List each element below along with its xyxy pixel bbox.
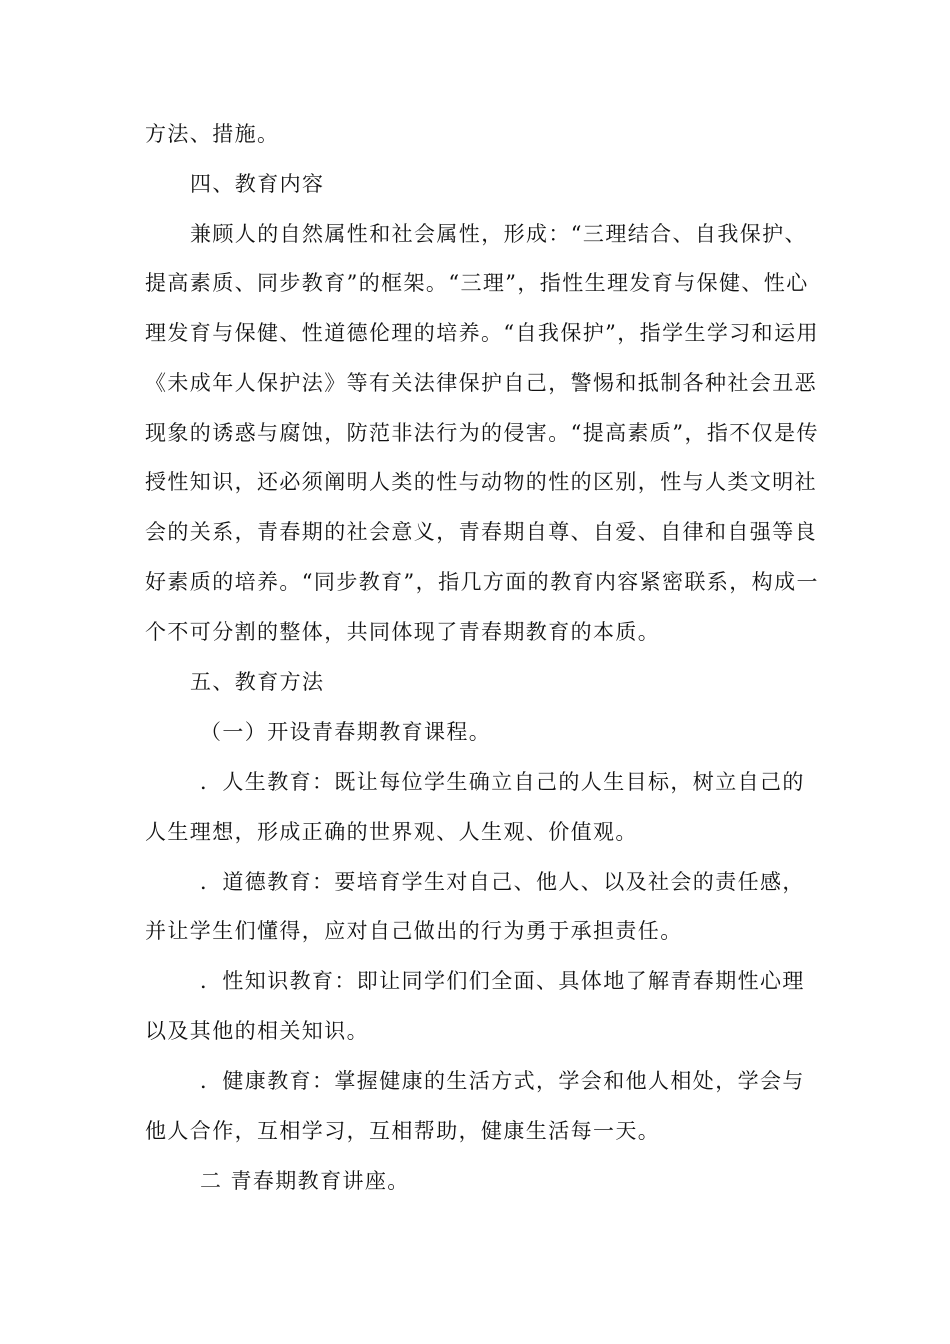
section-heading: 四、教育内容 (190, 172, 325, 196)
paragraph-line: 现象的诱惑与腐蚀，防范非法行为的侵害。“提高素质”，指不仅是传 (145, 421, 819, 445)
paragraph-line: 好素质的培养。“同步教育”，指几方面的教育内容紧密联系，构成一 (145, 570, 819, 594)
subsection-heading: 二 青春期教育讲座。 (200, 1169, 410, 1193)
paragraph-line: 授性知识，还必须阐明人类的性与动物的性的区别，性与人类文明社 (145, 470, 817, 494)
paragraph-line: 方法、措施。 (145, 122, 280, 146)
paragraph-line: 兼顾人的自然属性和社会属性，形成：“三理结合、自我保护、 (190, 222, 807, 246)
paragraph-line: 理发育与保健、性道德伦理的培养。“自我保护”，指学生学习和运用 (145, 321, 819, 345)
list-item: ．性知识教育：即让同学们们全面、具体地了解青春期性心理 (200, 969, 805, 993)
paragraph-line: 以及其他的相关知识。 (145, 1019, 369, 1043)
subsection-heading: （一）开设青春期教育课程。 (200, 720, 492, 744)
paragraph-line: 会的关系，青春期的社会意义，青春期自尊、自爱、自律和自强等良 (145, 520, 817, 544)
paragraph-line: 他人合作，互相学习，互相帮助，健康生活每一天。 (145, 1119, 661, 1143)
paragraph-line: 提高素质、同步教育”的框架。“三理”，指性生理发育与保健、性心 (145, 271, 809, 295)
paragraph-line: 《未成年人保护法》等有关法律保护自己，警惕和抵制各种社会丑恶 (145, 371, 817, 395)
paragraph-line: 个不可分割的整体，共同体现了青春期教育的本质。 (145, 620, 661, 644)
section-heading: 五、教育方法 (190, 670, 325, 694)
list-item: ．道德教育：要培育学生对自己、他人、以及社会的责任感， (200, 870, 805, 894)
list-item: ．人生教育：既让每位学生确立自己的人生目标，树立自己的 (200, 770, 805, 794)
paragraph-line: 人生理想，形成正确的世界观、人生观、价值观。 (145, 820, 638, 844)
paragraph-line: 并让学生们懂得，应对自己做出的行为勇于承担责任。 (145, 919, 683, 943)
list-item: ．健康教育：掌握健康的生活方式，学会和他人相处，学会与 (200, 1069, 805, 1093)
